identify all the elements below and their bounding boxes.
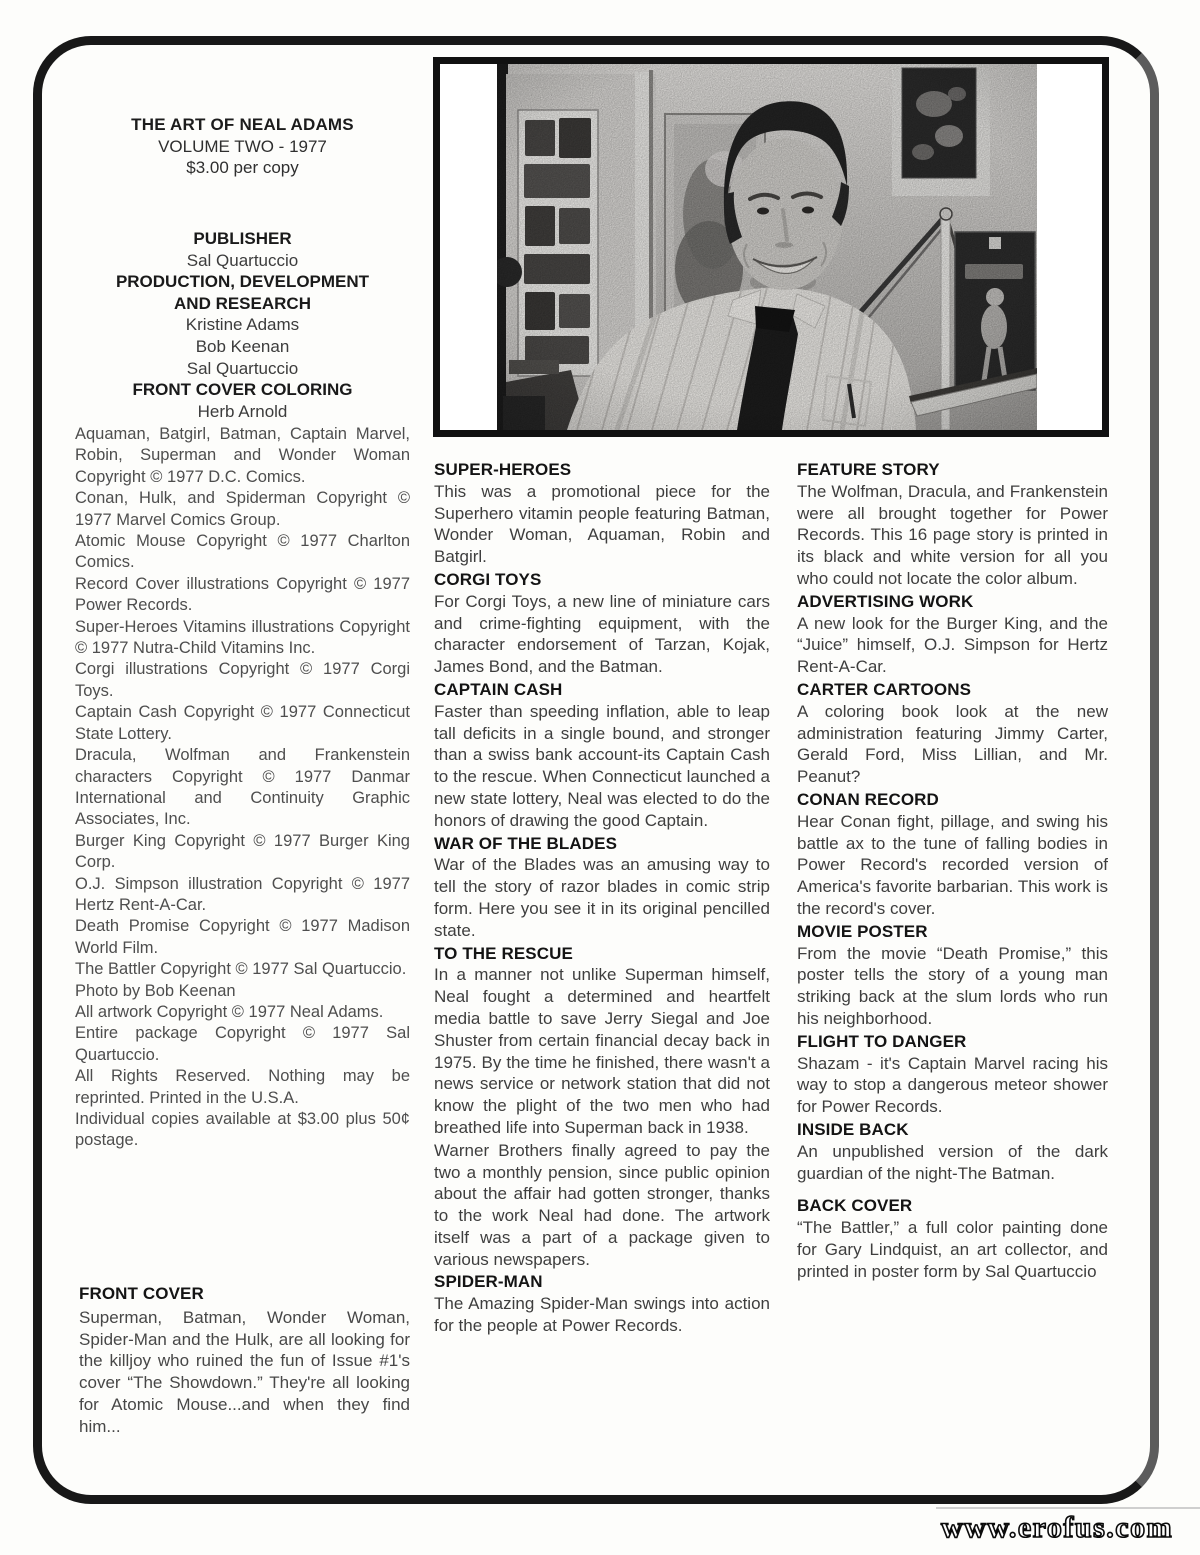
section-back-cover (797, 1195, 1108, 1282)
copyright-line: All Rights Reserved. Nothing may be reprinted. Printed in the U.S.A. (75, 1067, 410, 1107)
section-heading: SPIDER-MAN (434, 1272, 543, 1292)
section-heading: TO THE RESCUE (434, 943, 573, 963)
section-front-cover (79, 1283, 410, 1439)
credit-role: PUBLISHER (193, 229, 292, 248)
section-heading: FEATURE STORY (797, 460, 940, 479)
section-carter-cartoons (797, 679, 1108, 788)
section-paragraph: Faster than speeding inflation, able to leap tall deficits in a single bound, and stronger than a swiss bank account-its Captain Cash to the rescue. When Connecticut launched a new state lottery, Neal was elected to do the honors of drawing the good Captain. (434, 701, 770, 830)
section-heading: WAR OF THE BLADES (434, 833, 618, 853)
copyright-line: All artwork Copyright © 1977 Neal Adams. (75, 1002, 384, 1021)
credit-role: PRODUCTION, DEVELOPMENT (115, 272, 370, 292)
section-flight-to-danger (797, 1031, 1108, 1118)
section-paragraph: In a manner not unlike Superman himself, Neal fought a determined and heartfelt media battle to save Jerry Siegal and Joe Shuster from certain financial decay back in 1975. By the time he finished, there wasn't a news service or network station that did not know the plight of the two men who had breathed life into Superman back in 1938. (434, 965, 770, 1137)
credit-name: Sal Quartuccio (186, 358, 299, 378)
section-paragraph: Hear Conan fight, pillage, and swing his battle ax to the tune of falling bodies in Power Record's recorded version of America's favorite barbarian. This work is the record's cover. (797, 811, 1108, 918)
scan-edge-line (936, 1507, 1200, 1509)
copyright-line: Entire package Copyright © 1977 Sal Quartuccio. (75, 1024, 410, 1064)
volume-line: VOLUME TWO - 1977 (158, 136, 327, 156)
section-paragraph: The Amazing Spider-Man swings into action for the people at Power Records. (434, 1294, 770, 1336)
section-feature-story (797, 459, 1108, 590)
copyright-line: Photo by Bob Keenan (75, 981, 236, 1000)
credit-name: Sal Quartuccio (186, 250, 299, 270)
contents-column-right (797, 459, 1108, 1283)
section-paragraph: The Wolfman, Dracula, and Frankenstein were all brought together for Power Records. This 16 page story is printed in its black and white version for all you who could not locate the color album. (797, 481, 1108, 588)
section-captain-cash (434, 679, 770, 832)
section-inside-back (797, 1119, 1108, 1184)
copyright-line: Death Promise Copyright © 1977 Madison World Film. (75, 917, 410, 957)
section-paragraph: For Corgi Toys, a new line of miniature cars and crime-fighting equipment, with the character endorsement of Tarzan, Kojak, James Bond, and the Batman. (434, 591, 770, 677)
credits-block (75, 228, 410, 422)
section-paragraph: This was a promotional piece for the Superhero vitamin people featuring Batman, Wonder Woman, Aquaman, Robin and Batgirl. (434, 481, 770, 567)
section-heading: CORGI TOYS (434, 569, 542, 589)
copyright-line: Dracula, Wolfman and Frankenstein characters Copyright © 1977 Danmar International and Continuity Graphic Associates, Inc. (75, 746, 410, 829)
copyright-line: Record Cover illustrations Copyright © 1977 Power Records. (75, 574, 410, 615)
section-paragraph: Shazam - it's Captain Marvel racing his way to stop a dangerous meteor shower for Power Records. (797, 1053, 1108, 1117)
section-paragraph: Superman, Batman, Wonder Woman, Spider-Man and the Hulk, are all looking for the killjoy who ruined the fun of Issue #1's cover “The Showdown.” They're all looking for Atomic Mouse...and when they find him... (79, 1307, 410, 1436)
section-heading: SUPER-HEROES (434, 460, 572, 479)
publication-title: THE ART OF NEAL ADAMS (131, 115, 354, 134)
credit-name: Kristine Adams (185, 315, 300, 335)
section-advertising-work (797, 591, 1108, 678)
credit-name: Herb Arnold (197, 401, 288, 421)
copyright-line: Conan, Hulk, and Spiderman Copyright © 1977 Marvel Comics Group. (75, 489, 410, 529)
copyright-line: Super-Heroes Vitamins illustrations Copyright © 1977 Nutra-Child Vitamins Inc. (75, 617, 410, 658)
credit-role: FRONT COVER COLORING (132, 380, 353, 400)
section-heading: CARTER CARTOONS (797, 679, 972, 699)
section-heading: CAPTAIN CASH (434, 679, 563, 699)
section-paragraph: An unpublished version of the dark guardian of the night-The Batman. (797, 1141, 1108, 1183)
copyright-line: Captain Cash Copyright © 1977 Connecticut State Lottery. (75, 703, 410, 743)
copyright-line: The Battler Copyright © 1977 Sal Quartuccio. (75, 960, 407, 979)
credit-name: Bob Keenan (195, 336, 290, 356)
section-super-heroes (434, 459, 770, 568)
section-corgi-toys (434, 569, 770, 678)
copyright-line: Atomic Mouse Copyright © 1977 Charlton Comics. (75, 532, 410, 572)
section-to-the-rescue (434, 943, 770, 1271)
section-heading: CONAN RECORD (797, 789, 939, 809)
section-paragraph: War of the Blades was an amusing way to tell the story of razor blades in comic strip form. Here you see it in its original pencilled state. (434, 855, 770, 940)
watermark-text: www.erofus.com (941, 1511, 1174, 1544)
section-heading: FLIGHT TO DANGER (797, 1031, 967, 1051)
section-conan-record (797, 789, 1108, 920)
section-war-of-the-blades (434, 833, 770, 942)
section-paragraph: From the movie “Death Promise,” this poster tells the story of a young man striking back at the slum lords who run his neighborhood. (797, 943, 1108, 1028)
section-heading: BACK COVER (797, 1196, 913, 1216)
section-heading: MOVIE POSTER (797, 921, 928, 941)
section-paragraph: A new look for the Burger King, and the “Juice” himself, O.J. Simpson for Hertz Rent-A-Car. (797, 613, 1108, 677)
contents-column-middle (434, 459, 770, 1338)
copyright-line: O.J. Simpson illustration Copyright © 1977 Hertz Rent-A-Car. (75, 874, 410, 914)
section-paragraph: A coloring book look at the new administration featuring Jimmy Carter, Gerald Ford, Miss Lillian, and Mr. Peanut? (797, 701, 1108, 787)
section-paragraph: “The Battler,” a full color painting done for Gary Lindquist, an art collector, and printed in poster form by Sal Quartuccio (797, 1218, 1108, 1281)
copyright-line: Individual copies available at $3.00 plus 50¢ postage. (75, 1110, 410, 1150)
section-heading: ADVERTISING WORK (797, 591, 974, 611)
section-heading: INSIDE BACK (797, 1119, 909, 1139)
section-spider-man (434, 1271, 770, 1336)
masthead (75, 114, 410, 179)
neal-adams-studio-photo-illustration (497, 64, 1037, 430)
price-line: $3.00 per copy (186, 158, 299, 177)
photo-frame (433, 57, 1109, 437)
credit-role: AND RESEARCH (174, 293, 311, 313)
section-movie-poster (797, 921, 1108, 1030)
copyright-line: Burger King Copyright © 1977 Burger King Corp. (75, 831, 410, 872)
copyright-line: Corgi illustrations Copyright © 1977 Corgi Toys. (75, 660, 410, 700)
section-paragraph: Warner Brothers finally agreed to pay the two a monthly pension, since public opinion about the affair had gotten stronger, thanks to the work Neal had done. The artwork itself was a part of a package given to various newspapers. (434, 1140, 770, 1269)
section-heading: FRONT COVER (79, 1284, 204, 1303)
copyright-line: Aquaman, Batgirl, Batman, Captain Marvel, Robin, Superman and Wonder Woman Copyright © 1977 D.C. Comics. (75, 425, 410, 486)
copyright-block (75, 424, 410, 1152)
